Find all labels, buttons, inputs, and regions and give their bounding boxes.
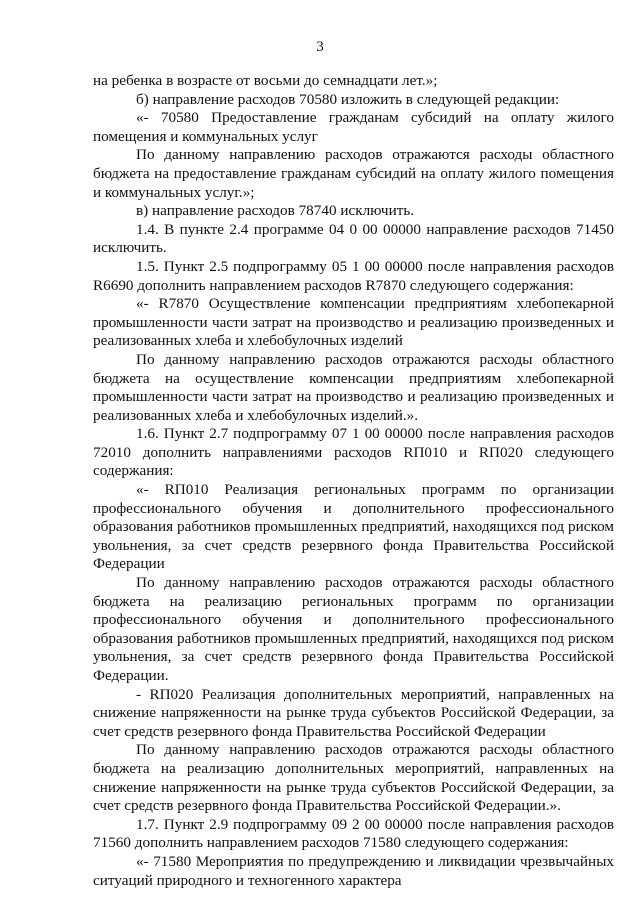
paragraph-16: «- 71580 Мероприятия по предупреждению и ликвидации чрезвычайных ситуаций природного и техногенного характера xyxy=(93,852,614,889)
paragraph-1: на ребенка в возрасте от восьми до семнадцати лет.»; xyxy=(93,72,438,89)
paragraph-4: По данному направлению расходов отражаются расходы областного бюджета на предоставление гражданам субсидий на оплату жилого помещения и коммунальных услуг.»; xyxy=(93,146,614,201)
paragraph-13: - RП020 Реализация дополнительных мероприятий, направленных на снижение напряженности на рынке труда субъектов Российской Федерации, за счет средств резервного фонда Правительства Российской Федерации xyxy=(93,685,614,740)
paragraph-7: 1.5. Пункт 2.5 подпрограмму 05 1 00 00000 после направления расходов R6690 дополнить направлением расходов R7870 следующего содержания: xyxy=(93,257,614,294)
paragraph-10: 1.6. Пункт 2.7 подпрограмму 07 1 00 00000 после направления расходов 72010 дополнить направлениями расходов RП010 и RП020 следующего содержания: xyxy=(93,425,614,480)
paragraph-5: в) направление расходов 78740 исключить. xyxy=(136,202,415,220)
paragraph-12: По данному направлению расходов отражаются расходы областного бюджета на реализацию региональных программ по организации профессионального обучения и дополнительного профессионального образования работников промышленных предприятий, находящихся под риском увольнения, за счет средств резервного фонда Правительства Российской Федерации. xyxy=(93,574,614,684)
paragraph-9: По данному направлению расходов отражаются расходы областного бюджета на осуществление компенсации предприятиям хлебопекарной промышленности части затрат на производство и реализацию произведенных и реализованных хлеба и хлебобулочных изделий.». xyxy=(93,350,614,424)
paragraph-15: 1.7. Пункт 2.9 подпрограмму 09 2 00 00000 после направления расходов 71560 дополнить направлением расходов 71580 следующего содержания: xyxy=(93,815,614,852)
paragraph-6: 1.4. В пункте 2.4 программе 04 0 00 00000 направление расходов 71450 исключить. xyxy=(93,220,614,257)
document-body xyxy=(93,72,614,890)
page-number: 3 xyxy=(316,39,324,55)
paragraph-8: «- R7870 Осуществление компенсации предприятиям хлебопекарной промышленности части затрат на производство и реализацию произведенных и реализованных хлеба и хлебобулочных изделий xyxy=(93,295,614,350)
paragraph-11: «- RП010 Реализация региональных программ по организации профессионального обучения и дополнительного профессионального образования работников промышленных предприятий, находящихся под риском увольнения, за счет средств резервного фонда Правительства Российской Федерации xyxy=(93,481,614,573)
paragraph-3: «- 70580 Предоставление гражданам субсидий на оплату жилого помещения и коммунальных услуг xyxy=(93,109,614,145)
paragraph-14: По данному направлению расходов отражаются расходы областного бюджета на реализацию дополнительных мероприятий, направленных на снижение напряженности на рынке труда субъектов Российской Федерации, за счет средств резервного фонда Правительства Российской Федерации.». xyxy=(93,741,614,815)
paragraph-2: б) направление расходов 70580 изложить в следующей редакции: xyxy=(136,90,560,108)
